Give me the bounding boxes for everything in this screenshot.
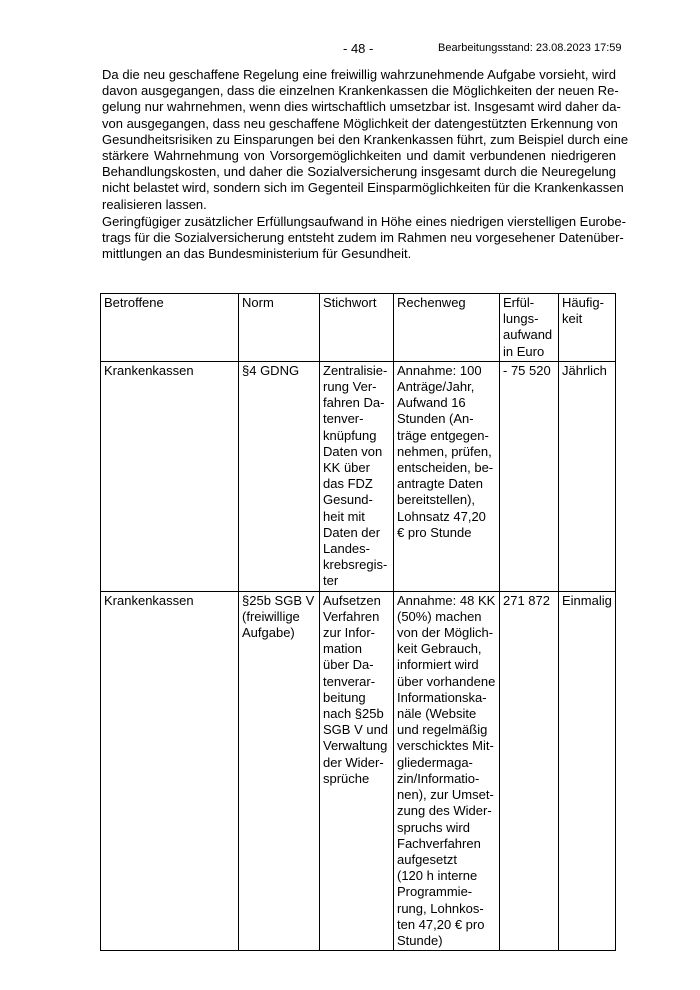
cell-line: Lohnsatz 47,20 — [397, 508, 486, 524]
cell-line: beitung — [323, 689, 366, 705]
cell-norm — [239, 591, 320, 950]
cell-line: tenverar- — [323, 673, 376, 689]
cell-line: und regelmäßig — [397, 722, 488, 738]
table-row — [101, 361, 616, 591]
cell-line: Daten von — [323, 443, 383, 459]
cell-line: träge entgegen- — [397, 427, 489, 443]
cell-line: krebsregis- — [323, 557, 388, 573]
cell-line: Stunden (An- — [397, 411, 474, 427]
cell-line: nehmen, prüfen, — [397, 443, 492, 459]
cell-line: Gesund- — [323, 492, 373, 508]
cell-line: (50%) machen — [397, 608, 482, 624]
cell-rechenweg — [394, 361, 500, 591]
text-line: stärkere Wahrnehmung von Vorsorgemöglichkeiten und damit verbundenen niedrigeren — [102, 148, 616, 164]
text-line: nicht belastet wird, sondern sich im Gegenteil Einsparmöglichkeiten für die Krankenkassen — [102, 180, 624, 196]
compliance-cost-table — [100, 293, 616, 951]
text-line: mittlungen an das Bundesministerium für Gesundheit. — [102, 246, 412, 262]
cell-line: aufgesetzt — [397, 851, 457, 867]
cell-line: Fachverfahren — [397, 835, 481, 851]
cell-line: antragte Daten — [397, 476, 484, 492]
cell-line: Programmie- — [397, 884, 473, 900]
header-haeufigkeit — [559, 294, 616, 362]
cell-line: gliedermaga- — [397, 754, 473, 770]
table-header-row — [101, 294, 616, 362]
cell-line: zung des Wider- — [397, 803, 492, 819]
paragraph-additional-effort — [102, 214, 626, 263]
paragraph-savings — [102, 67, 629, 213]
cell-line: Erfül- — [503, 295, 535, 310]
cell-line: fahren Da- — [323, 395, 385, 411]
text-line: Da die neu geschaffene Regelung eine freiwillig wahrzunehmende Aufgabe vorsieht, wird — [102, 67, 616, 82]
cell-rechenweg — [394, 591, 500, 950]
header-aufwand — [500, 294, 559, 362]
cell-betroffene: Krankenkassen — [101, 361, 239, 591]
cell-line: Häufig- — [562, 295, 604, 310]
cell-line: von der Möglich- — [397, 625, 494, 641]
cell-stichwort — [320, 361, 394, 591]
cell-line: Annahme: 48 KK — [397, 592, 496, 608]
cell-aufwand: - 75 520 — [500, 361, 559, 591]
cell-line: Verfahren — [323, 608, 380, 624]
cell-line: verschicktes Mit- — [397, 738, 494, 754]
cell-line: Daten der — [323, 524, 381, 540]
text-line: Geringfügiger zusätzlicher Erfüllungsaufwand in Höhe eines niedrigen vierstelligen Eurobe- — [102, 214, 626, 229]
cell-line: rung Ver- — [323, 379, 377, 395]
cell-line: das FDZ — [323, 476, 373, 492]
text-line: trags für die Sozialversicherung entsteht zudem im Rahmen neu vorgesehener Datenüber- — [102, 230, 624, 246]
cell-line: aufwand — [503, 327, 553, 343]
cell-line: rung, Lohnkos- — [397, 900, 484, 916]
text-line: von ausgegangen, dass neu geschaffene Möglichkeit der datengestützten Erkennung von — [102, 115, 618, 131]
cell-line: Aufsetzen — [323, 592, 381, 608]
text-line: davon ausgegangen, dass die einzelnen Krankenkassen die Möglichkeiten der neuen Re- — [102, 83, 619, 99]
cell-line: ten 47,20 € pro — [397, 916, 485, 932]
cell-line: Annahme: 100 — [397, 362, 482, 378]
cell-line: heit mit — [323, 508, 365, 524]
cell-line: zur Infor- — [323, 625, 376, 641]
cell-line: Verwaltung — [323, 738, 388, 754]
cell-haeufigkeit: Einmalig — [559, 591, 616, 950]
cell-line: (120 h interne — [397, 868, 478, 884]
text-line: Behandlungskosten, und daher die Sozialversicherung insgesamt durch die Neuregelung — [102, 164, 616, 180]
cell-line: knüpfung — [323, 427, 377, 443]
page-number: - 48 - — [343, 41, 374, 56]
cell-line: Landes- — [323, 541, 370, 557]
cell-line: keit — [562, 311, 583, 327]
cell-line: spruchs wird — [397, 819, 470, 835]
header-betroffene: Betroffene — [101, 294, 239, 362]
cell-line: (freiwillige — [242, 608, 300, 624]
cell-line: keit Gebrauch, — [397, 641, 482, 657]
cell-line: informiert wird — [397, 657, 479, 673]
cell-line: entscheiden, be- — [397, 460, 494, 476]
cell-stichwort — [320, 591, 394, 950]
cell-aufwand: 271 872 — [500, 591, 559, 950]
cell-line: € pro Stunde — [397, 524, 472, 540]
cell-line: §25b SGB V — [242, 592, 315, 608]
cell-line: zin/Informatio- — [397, 770, 480, 786]
cell-line: ter — [323, 573, 339, 589]
text-line: gelung nur wahrnehmen, wenn dies wirtschaftlich umsetzbar ist. Insgesamt wird daher da- — [102, 99, 621, 115]
cell-line: in Euro — [503, 343, 545, 359]
cell-line: lungs- — [503, 311, 539, 327]
header-rechenweg: Rechenweg — [394, 294, 500, 362]
cell-haeufigkeit: Jährlich — [559, 361, 616, 591]
cell-line: Stunde) — [397, 932, 443, 948]
table-row — [101, 591, 616, 950]
cell-line: näle (Website — [397, 706, 477, 722]
cell-line: SGB V und — [323, 722, 389, 738]
cell-line: Anträge/Jahr, — [397, 379, 475, 395]
cell-line: sprüche — [323, 770, 370, 786]
cell-line: über vorhandene — [397, 673, 496, 689]
revision-status: Bearbeitungsstand: 23.08.2023 17:59 — [438, 42, 622, 54]
text-line: realisieren lassen. — [102, 196, 207, 212]
text-line: Gesundheitsrisiken zu Einsparungen bei den Krankenkassen führt, zum Beispiel durch eine — [102, 131, 629, 147]
cell-line: §4 GDNG — [242, 362, 300, 378]
cell-line: Zentralisie- — [323, 362, 388, 378]
cell-line: mation — [323, 641, 363, 657]
cell-betroffene: Krankenkassen — [101, 591, 239, 950]
cell-line: der Wider- — [323, 754, 384, 770]
header-stichwort: Stichwort — [320, 294, 394, 362]
cell-line: nen), zur Umset- — [397, 787, 494, 803]
cell-line: über Da- — [323, 657, 374, 673]
cell-line: Aufwand 16 — [397, 395, 466, 411]
cell-line: nach §25b — [323, 706, 384, 722]
header-norm: Norm — [239, 294, 320, 362]
cell-line: tenver- — [323, 411, 364, 427]
cell-line: bereitstellen), — [397, 492, 476, 508]
cell-line: Aufgabe) — [242, 625, 295, 641]
cell-norm — [239, 361, 320, 591]
cell-line: Informationska- — [397, 689, 487, 705]
cell-line: KK über — [323, 460, 370, 476]
